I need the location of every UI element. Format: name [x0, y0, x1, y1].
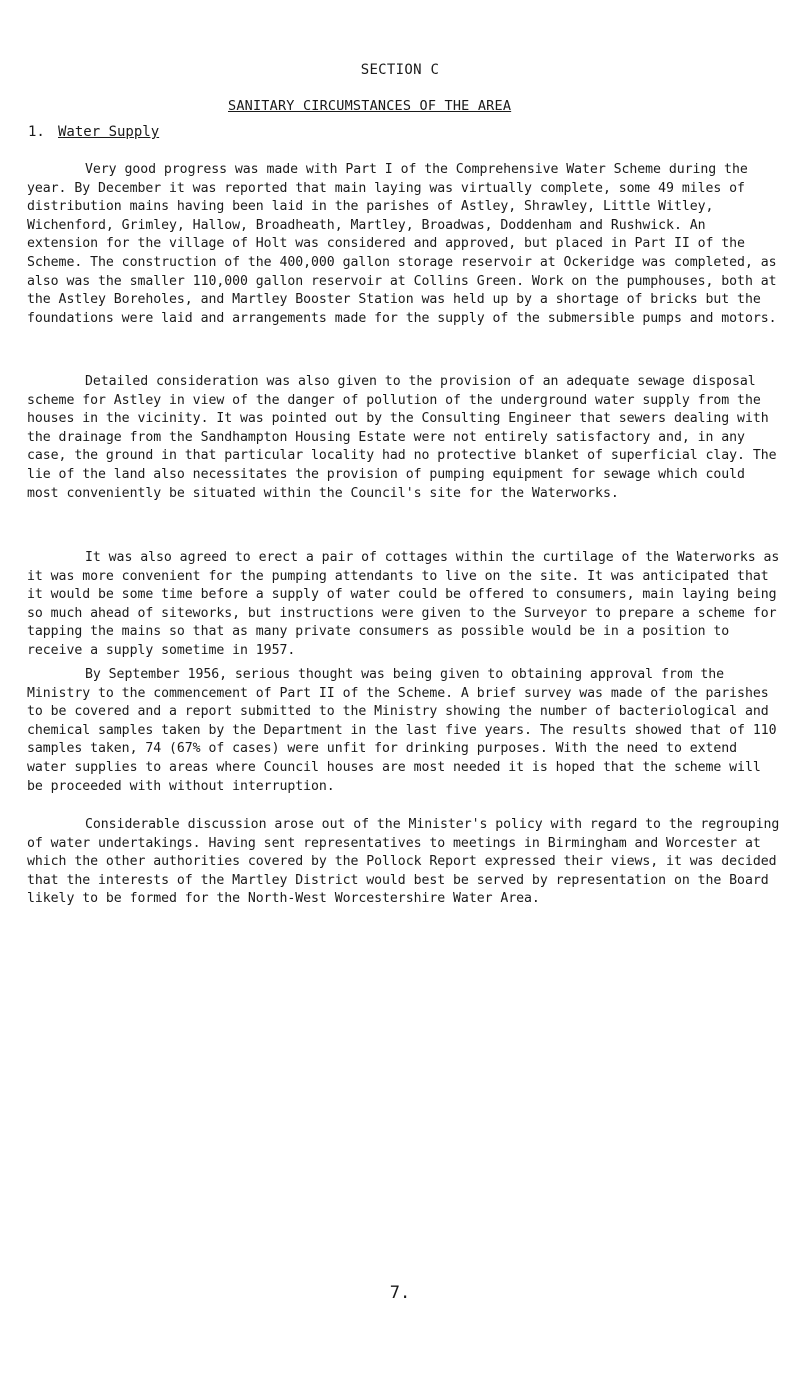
paragraph	[27, 373, 782, 503]
page-number: 7.	[389, 1283, 411, 1303]
paragraph-text: Detailed consideration was also given to the provision of an adequate sewage disposal scheme for Astley in view of the danger of pollution of the underground water supply from the houses in the vicinity. It was pointed out by the Consulting Engineer that sewers dealing with the drainage from the Sandhampton Housing Estate were not entirely satisfactory and, in any case, the ground in that particular locality had no protective blanket of superficial clay. The lie of the land also necessitates the provision of pumping equipment for sewage which could most conveniently be situated within the Council's site for the Waterworks.	[27, 374, 777, 501]
paragraph	[27, 161, 782, 328]
heading-text: Water Supply	[58, 124, 160, 140]
section-subtitle: SANITARY CIRCUMSTANCES OF THE AREA	[228, 98, 512, 114]
paragraph-text: It was also agreed to erect a pair of cottages within the curtilage of the Waterworks as it was more convenient for the pumping attendants to live on the site. It was anticipated that it would be some time before a supply of water could be offered to consumers, main laying being so much ahead of siteworks, but instructions were given to the Surveyor to prepare a scheme for tapping the mains so that as many private consumers as possible would be in a position to receive a supply sometime in 1957.	[27, 550, 780, 658]
paragraph	[27, 549, 782, 661]
section-title: SECTION C	[360, 62, 440, 78]
subsection-heading	[28, 124, 159, 140]
paragraph-text: Considerable discussion arose out of the Minister's policy with regard to the regrouping of water undertakings. Having sent representatives to meetings in Birmingham and Worcester at which the other authorities covered by the Pollock Report expressed their views, it was decided that the interests of the Martley District would best be served by representation on the Board likely to be formed for the North-West Worcestershire Water Area.	[27, 817, 780, 907]
heading-number: 1.	[28, 124, 45, 140]
paragraph-text: By September 1956, serious thought was being given to obtaining approval from the Ministry to the commencement of Part II of the Scheme. A brief survey was made of the parishes to be covered and a report submitted to the Ministry showing the number of bacteriological and chemical samples taken by the Department in the last five years. The results showed that of 110 samples taken, 74 (67% of cases) were unfit for drinking purposes. With the need to extend water supplies to areas where Council houses are most needed it is hoped that the scheme will be proceeded with without interruption.	[27, 667, 777, 794]
paragraph	[27, 816, 782, 909]
paragraph	[27, 666, 782, 796]
paragraph-text: Very good progress was made with Part I of the Comprehensive Water Scheme during the year. By December it was reported that main laying was virtually complete, some 49 miles of distribution mains having been laid in the parishes of Astley, Shrawley, Little Witley, Wichenford, Grimley, Hallow, Broadheath, Martley, Broadwas, Doddenham and Rushwick. An extension for the village of Holt was considered and approved, but placed in Part II of the Scheme. The construction of the 400,000 gallon storage reservoir at Ockeridge was completed, as also was the smaller 110,000 gallon reservoir at Collins Green. Work on the pumphouses, both at the Astley Boreholes, and Martley Booster Station was held up by a shortage of bricks but the foundations were laid and arrangements made for the supply of the submersible pumps and motors.	[27, 162, 777, 326]
